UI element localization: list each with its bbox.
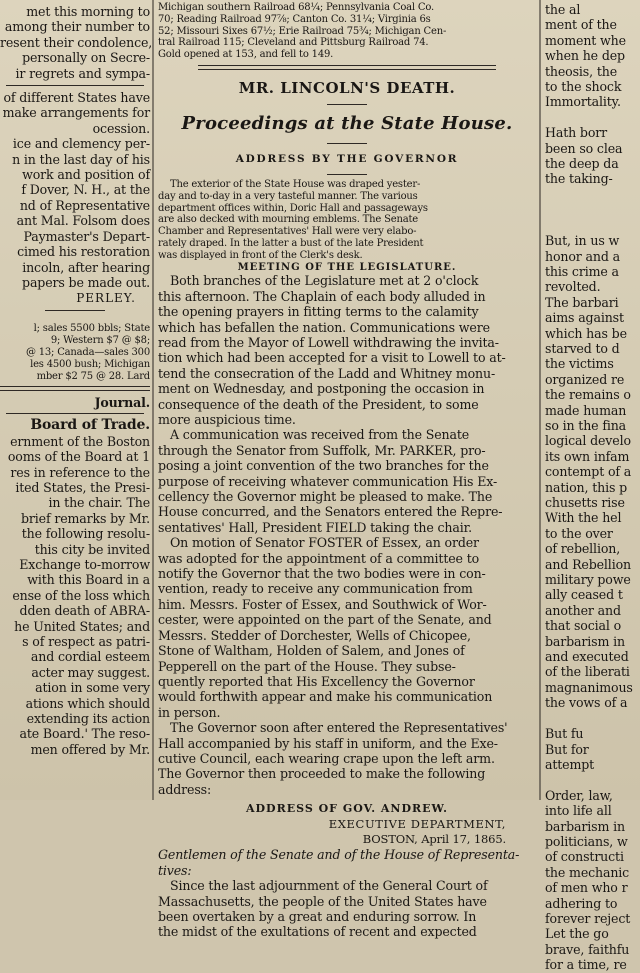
text-line: dden death of ABRA- <box>19 603 150 619</box>
text-line: contempt of a <box>545 464 632 480</box>
text-line: mber $2 75 @ 28. Lard <box>36 370 150 382</box>
text-line: make arrangements for <box>2 105 150 121</box>
text-line: men offered by Mr. <box>30 741 150 757</box>
column-rule-left <box>152 0 154 800</box>
text-line: of constructi <box>545 849 624 865</box>
text-line: read from the Mayor of Lowell withdrawing the invita- <box>158 334 499 350</box>
text-line: with this Board in a <box>27 572 150 588</box>
paragraph-motion <box>158 535 536 720</box>
dateline-department: EXECUTIVE DEPARTMENT, <box>328 816 506 831</box>
text-line: tives: <box>158 862 192 878</box>
text-line: and Rebellion <box>545 556 631 572</box>
text-line: the mechanic <box>545 864 630 880</box>
divider <box>45 310 105 311</box>
text-line: Paymaster's Depart- <box>23 228 150 244</box>
text-line: which has befallen the nation. Communications were <box>158 319 490 335</box>
address-title: ADDRESS OF GOV. ANDREW. <box>245 802 448 816</box>
text-line: The Governor soon after entered the Representatives' <box>170 720 508 736</box>
text-line: With the hel <box>545 510 622 526</box>
text-line: brave, faithfu <box>545 941 630 957</box>
text-line: tral Railroad 115; Cleveland and Pittsburg Railroad 74. <box>158 37 429 49</box>
text-line: among their number to <box>4 19 150 35</box>
text-line: vention, ready to receive any communication from <box>158 581 473 597</box>
text-line: Massachusetts, the people of the United States have <box>158 893 487 909</box>
text-line: The barbari <box>545 294 619 310</box>
text-line: made human <box>545 402 627 418</box>
text-line: and cordial esteem <box>30 649 150 665</box>
text-line: Let the go <box>545 926 609 942</box>
stock-market-report <box>158 0 536 61</box>
text-line: Exchange to-morrow <box>19 556 150 572</box>
text-line: nd of Representative <box>19 197 150 213</box>
headline: MR. LINCOLN'S DEATH. <box>238 78 456 97</box>
journal-label: Journal. <box>94 395 150 411</box>
center-column <box>158 0 536 940</box>
text-line: House concurred, and the Senators entered the Repre- <box>158 504 503 520</box>
divider <box>6 85 144 86</box>
text-line: in the chair. The <box>48 495 150 511</box>
text-line: nation, this p <box>545 479 628 495</box>
text-line: ense of the loss which <box>12 587 150 603</box>
text-line <box>545 711 640 726</box>
text-line: this crime a <box>545 263 619 279</box>
text-line: posing a joint convention of the two branches for the <box>158 458 489 474</box>
text-line: notify the Governor that the two bodies were in con- <box>158 566 486 582</box>
text-line: this afternoon. The Chaplain of each body alluded in <box>158 288 486 304</box>
text-line: when he dep <box>545 48 625 64</box>
text-line: he United States; and <box>14 618 150 634</box>
text-line: for a time, re <box>545 957 627 973</box>
text-line: Michigan southern Railroad 68¼; Pennsylvania Coal Co. <box>158 2 434 13</box>
paragraph-governor-entry <box>158 720 536 797</box>
text-line: in person. <box>158 704 221 720</box>
text-line: theosis, the <box>545 63 617 79</box>
text-line: 70; Reading Railroad 97⅞; Canton Co. 31¼; Virginia 6s <box>158 13 431 25</box>
text-line: moment whe <box>545 32 626 48</box>
text-line: personally on Secre- <box>22 50 150 66</box>
text-line: so in the fina <box>545 417 627 433</box>
text-line: consequence of the death of the President, to some <box>158 396 479 412</box>
text-line: organized re <box>545 371 625 387</box>
text-line: Since the last adjournment of the General Court of <box>170 878 488 894</box>
text-line: of different States have <box>3 90 150 106</box>
text-line: been so clea <box>545 140 623 156</box>
text-line: ally ceased t <box>545 587 623 603</box>
text-line: politicians, w <box>545 833 628 849</box>
divider <box>327 104 367 105</box>
right-column <box>545 0 640 973</box>
text-line: sentatives' Hall, President FIELD taking the chair. <box>158 519 472 535</box>
text-line: day and to-day in a very tasteful manner. The various <box>158 190 418 202</box>
text-line: into life all <box>545 803 612 819</box>
text-line: On motion of Senator FOSTER of Essex, an order <box>170 535 479 551</box>
text-line: ocession. <box>92 120 150 136</box>
text-line: ant Mal. Folsom does <box>16 213 150 229</box>
text-line: the vows of a <box>545 695 628 711</box>
text-line: which has be <box>545 325 627 341</box>
text-line: through the Senator from Suffolk, Mr. PARKER, pro- <box>158 442 486 458</box>
text-line: chusetts rise <box>545 495 625 510</box>
left-column <box>0 0 153 804</box>
text-line: military powe <box>545 572 631 588</box>
text-line: brief remarks by Mr. <box>21 510 150 526</box>
column-rule-right <box>539 0 541 800</box>
text-line: was displayed in front of the Clerk's desk. <box>158 249 363 261</box>
text-line: the deep da <box>545 156 619 172</box>
text-line: Chamber and Representatives' Hall were very elabo- <box>158 226 417 238</box>
text-line: papers be made out. <box>22 274 150 290</box>
divider <box>327 143 367 144</box>
text-line <box>545 218 640 233</box>
text-line: Order, law, <box>545 787 613 803</box>
text-line: f Dover, N. H., at the <box>21 182 150 198</box>
dateline-place: BOSTON, April 17, 1865. <box>362 831 506 846</box>
text-line: department offices within, Doric Hall and passageways <box>158 202 428 214</box>
text-line: Stone of Waltham, Holden of Salem, and Jones of <box>158 643 465 659</box>
text-line: to the over <box>545 525 613 541</box>
text-line: the remains o <box>545 387 631 403</box>
text-line: cester, were appointed on the part of the Senate, and <box>158 612 492 628</box>
text-line: more auspicious time. <box>158 412 296 428</box>
text-line: incoln, after hearing <box>22 259 150 275</box>
left-news-block-2 <box>0 90 150 290</box>
text-line: ate Board.' The reso- <box>19 726 150 742</box>
text-line: But for <box>545 741 589 757</box>
text-line: ations which should <box>25 695 150 711</box>
text-line: Hall accompanied by his staff in uniform, and the Exe- <box>158 735 498 751</box>
text-line: @ 13; Canada—sales 300 <box>25 346 150 358</box>
paragraph-meeting <box>158 273 536 427</box>
text-line: The Governor then proceeded to make the following <box>158 766 486 782</box>
text-line: the victims <box>545 356 614 372</box>
text-line: the following resolu- <box>21 526 150 542</box>
text-line <box>545 187 640 202</box>
text-line: and executed <box>545 649 629 665</box>
text-line: purpose of receiving whatever communication His Ex- <box>158 473 498 489</box>
text-line: to the shock <box>545 79 622 95</box>
text-line: But, in us w <box>545 233 620 249</box>
text-line: aims against <box>545 310 624 326</box>
text-line: les 4500 bush; Michigan <box>30 358 150 370</box>
signature: PERLEY. <box>76 291 136 306</box>
text-line: The exterior of the State House was draped yester- <box>170 178 421 190</box>
text-line: him. Messrs. Foster of Essex, and Southwick of Wor- <box>158 596 487 612</box>
text-line: s of respect as patri- <box>22 633 150 649</box>
text-line: work and position of <box>22 167 150 183</box>
text-line: of rebellion, <box>545 541 621 557</box>
text-line: ment of the <box>545 17 617 33</box>
text-line: of men who r <box>545 880 628 896</box>
text-line <box>545 202 640 217</box>
text-line: cellency the Governor might be pleased to make. The <box>158 489 493 505</box>
text-line: A communication was received from the Senate <box>170 427 470 443</box>
section-heading: ADDRESS BY THE GOVERNOR <box>235 152 459 165</box>
text-line <box>545 772 640 787</box>
text-line: Pepperell on the part of the House. They subse- <box>158 658 456 674</box>
text-line: extending its action <box>26 711 150 727</box>
text-line: ooms of the Board at 1 <box>7 449 150 465</box>
text-line: been overtaken by a great and enduring sorrow. In <box>158 909 477 925</box>
double-rule <box>198 65 496 70</box>
subsection-heading: MEETING OF THE LEGISLATURE. <box>237 261 457 273</box>
text-line: resent their condolence, <box>0 34 153 50</box>
text-line: But fu <box>545 726 584 742</box>
board-of-trade-heading: Board of Trade. <box>30 416 150 433</box>
text-line: are also decked with mourning emblems. The Senate <box>158 214 418 226</box>
board-of-trade-text <box>0 434 150 758</box>
text-line: barbarism in <box>545 818 625 834</box>
text-line: barbarism in <box>545 633 625 649</box>
divider <box>327 174 367 175</box>
text-line: met this morning to <box>26 4 150 19</box>
text-line: tion which had been accepted for a visit to Lowell to at- <box>158 350 506 366</box>
subheadline: Proceedings at the State House. <box>181 112 513 134</box>
text-line: tend the consecration of the Ladd and Whitney monu- <box>158 365 496 381</box>
double-rule <box>0 386 150 391</box>
text-line: another and <box>545 602 621 618</box>
text-line <box>545 110 640 125</box>
text-line: cutive Council, each wearing crape upon the left arm. <box>158 750 495 766</box>
text-line: starved to d <box>545 340 620 356</box>
text-line: was adopted for the appointment of a committee to <box>158 550 480 566</box>
text-line: ment on Wednesday, and postponing the occasion in <box>158 381 485 397</box>
text-line: Messrs. Stedder of Dorchester, Wells of Chicopee, <box>158 627 471 643</box>
text-line: 9; Western $7 @ $8; <box>50 335 150 347</box>
text-line: its own infam <box>545 448 630 464</box>
text-line: attempt <box>545 756 595 772</box>
text-line: quently reported that His Excellency the Governor <box>158 673 475 689</box>
paragraph-communication <box>158 427 536 535</box>
text-line: logical develo <box>545 433 631 449</box>
text-line: Hath borr <box>545 125 608 141</box>
text-line: rately draped. In the latter a bust of the late President <box>158 237 424 249</box>
text-line: address: <box>158 781 212 797</box>
text-line: Gentlemen of the Senate and of the House of Representa- <box>158 847 520 863</box>
text-line: the midst of the exultations of recent and expected <box>158 924 477 940</box>
right-column-text <box>545 2 640 973</box>
text-line: res in reference to the <box>10 464 150 480</box>
left-news-block <box>0 4 153 81</box>
text-line: ernment of the Boston <box>10 433 150 449</box>
text-line: n in the last day of his <box>12 151 150 167</box>
text-line: 52; Missouri Sixes 67½; Erie Railroad 75¾; Michigan Cen- <box>158 25 447 37</box>
text-line: forever reject <box>545 910 631 926</box>
text-line: of the liberati <box>545 664 630 680</box>
text-line: that social o <box>545 618 622 634</box>
text-line: the taking- <box>545 171 613 187</box>
text-line: would forthwith appear and make his communication <box>158 689 493 705</box>
text-line: acter may suggest. <box>31 664 150 680</box>
text-line: Immortality. <box>545 94 621 110</box>
text-line: revolted. <box>545 279 601 295</box>
text-line: the al <box>545 2 581 17</box>
divider <box>6 413 144 414</box>
text-line: Gold opened at 153, and fell to 149. <box>158 49 334 61</box>
market-report <box>0 323 150 382</box>
text-line: ir regrets and sympa- <box>15 65 150 81</box>
text-line: honor and a <box>545 248 620 264</box>
text-line: cimed his restoration <box>17 244 150 260</box>
text-line: Both branches of the Legislature met at 2 o'clock <box>170 273 479 289</box>
text-line: l; sales 5500 bbls; State <box>33 323 150 335</box>
text-line: the opening prayers in fitting terms to the calamity <box>158 304 479 320</box>
text-line: ice and clemency per- <box>12 136 150 152</box>
paragraph-exterior <box>158 179 536 262</box>
paragraph-address-opening <box>158 878 536 940</box>
text-line: magnanimous <box>545 679 633 695</box>
text-line: ited States, the Presi- <box>15 479 150 495</box>
text-line: adhering to <box>545 895 618 911</box>
text-line: ation in some very <box>35 680 150 696</box>
salutation <box>158 847 536 878</box>
text-line: this city be invited <box>34 541 150 557</box>
